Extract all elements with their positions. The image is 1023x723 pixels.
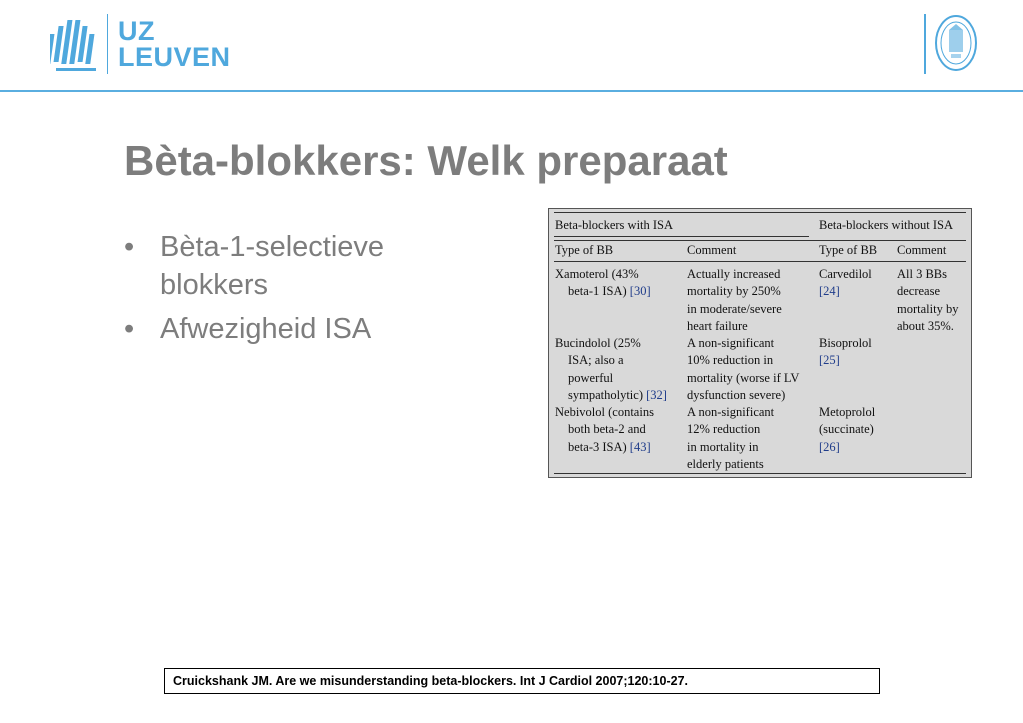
column-header-type-isa: Type of BB bbox=[555, 243, 614, 257]
cell-line: mortality by 250% bbox=[687, 284, 781, 299]
bullet-marker: • bbox=[124, 313, 135, 345]
table-cell-type-isa bbox=[555, 335, 667, 404]
reference-link[interactable]: [43] bbox=[629, 439, 651, 454]
cell-line: Carvedilol bbox=[819, 267, 872, 281]
citation-box: Cruickshank JM. Are we misunderstanding beta-blockers. Int J Cardiol 2007;120:10-27. bbox=[164, 668, 880, 694]
uz-leuven-wordmark bbox=[118, 18, 231, 70]
cell-line: Bisoprolol bbox=[819, 336, 872, 350]
bullet-text: Bèta-1-selectieve blokkers bbox=[160, 231, 385, 301]
table-cell-comment-no-isa bbox=[897, 266, 958, 335]
column-header-comment-isa: Comment bbox=[687, 243, 737, 257]
table-cell-comment-isa bbox=[687, 404, 774, 473]
slide-header bbox=[0, 0, 1023, 92]
reference-link[interactable]: [32] bbox=[646, 387, 667, 402]
cell-line: 10% reduction in bbox=[687, 353, 774, 368]
cell-line: Nebivolol (contains bbox=[555, 405, 654, 419]
bullet-item bbox=[124, 310, 454, 348]
cell-line: in mortality in bbox=[687, 439, 759, 454]
cell-line: Bucindolol (25% bbox=[555, 336, 641, 350]
cell-line: heart failure bbox=[687, 318, 748, 333]
group-header-with-isa: Beta-blockers with ISA bbox=[555, 218, 674, 232]
table-cell-type-no-isa bbox=[819, 335, 872, 370]
cell-line: ISA; also a bbox=[568, 353, 624, 368]
cell-line: Metoprolol bbox=[819, 405, 876, 419]
cell-text: beta-1 ISA) bbox=[568, 284, 630, 299]
cell-line: mortality by bbox=[897, 301, 959, 316]
cell-line: both beta-2 and bbox=[568, 422, 646, 437]
cell-line: All 3 BBs bbox=[897, 267, 948, 281]
cell-text: sympatholytic) bbox=[568, 387, 647, 402]
table-cell-type-isa bbox=[555, 266, 651, 301]
cell-line: A non-significant bbox=[687, 405, 775, 419]
reference-link[interactable]: [24] bbox=[819, 284, 840, 299]
cell-line: dysfunction severe) bbox=[687, 387, 786, 402]
cell-line: mortality (worse if LV bbox=[687, 370, 800, 385]
seal-divider bbox=[924, 14, 926, 74]
ku-leuven-seal-icon bbox=[934, 14, 978, 72]
logo-divider bbox=[107, 14, 108, 74]
cell-line bbox=[555, 283, 651, 300]
cell-line: Actually increased bbox=[687, 267, 781, 281]
cell-line: in moderate/severe bbox=[687, 301, 782, 316]
cell-line bbox=[555, 387, 667, 404]
cell-line: about 35%. bbox=[897, 318, 954, 333]
table-cell-comment-isa bbox=[687, 266, 782, 335]
uz-leuven-logo-icon bbox=[50, 16, 102, 76]
cell-line: (succinate) bbox=[819, 422, 874, 437]
group-underline-isa bbox=[554, 236, 809, 237]
bullet-item bbox=[124, 228, 454, 304]
reference-link[interactable]: [26] bbox=[819, 439, 840, 454]
group-header-without-isa: Beta-blockers without ISA bbox=[819, 218, 954, 232]
cell-line: Xamoterol (43% bbox=[555, 267, 639, 281]
table-top-rule bbox=[554, 212, 966, 213]
column-header-rule bbox=[554, 261, 966, 262]
reference-link[interactable]: [25] bbox=[819, 353, 840, 368]
table-cell-type-no-isa bbox=[819, 404, 875, 456]
column-header-type-no-isa: Type of BB bbox=[819, 243, 878, 257]
cell-line: 12% reduction bbox=[687, 422, 761, 437]
slide-title: Bèta-blokkers: Welk preparaat bbox=[124, 137, 728, 184]
table-cell-type-no-isa bbox=[819, 266, 872, 301]
cell-line: elderly patients bbox=[687, 456, 764, 471]
table-cell-comment-isa bbox=[687, 335, 799, 404]
cell-line: powerful bbox=[568, 370, 614, 385]
cell-line: decrease bbox=[897, 284, 941, 299]
column-header-comment-no-isa: Comment bbox=[897, 243, 947, 257]
cell-text: beta-3 ISA) bbox=[568, 439, 630, 454]
logo-line-leuven: LEUVEN bbox=[118, 42, 231, 72]
bullet-text: Afwezigheid ISA bbox=[160, 313, 372, 345]
cell-line bbox=[555, 439, 654, 456]
bullet-list bbox=[124, 228, 454, 354]
beta-blocker-table bbox=[548, 208, 972, 478]
bullet-marker: • bbox=[124, 231, 135, 263]
reference-link[interactable]: [30] bbox=[629, 284, 651, 299]
table-cell-type-isa bbox=[555, 404, 654, 456]
header-rule bbox=[554, 240, 966, 241]
logo-line-uz: UZ bbox=[118, 16, 155, 46]
cell-line: A non-significant bbox=[687, 336, 775, 350]
